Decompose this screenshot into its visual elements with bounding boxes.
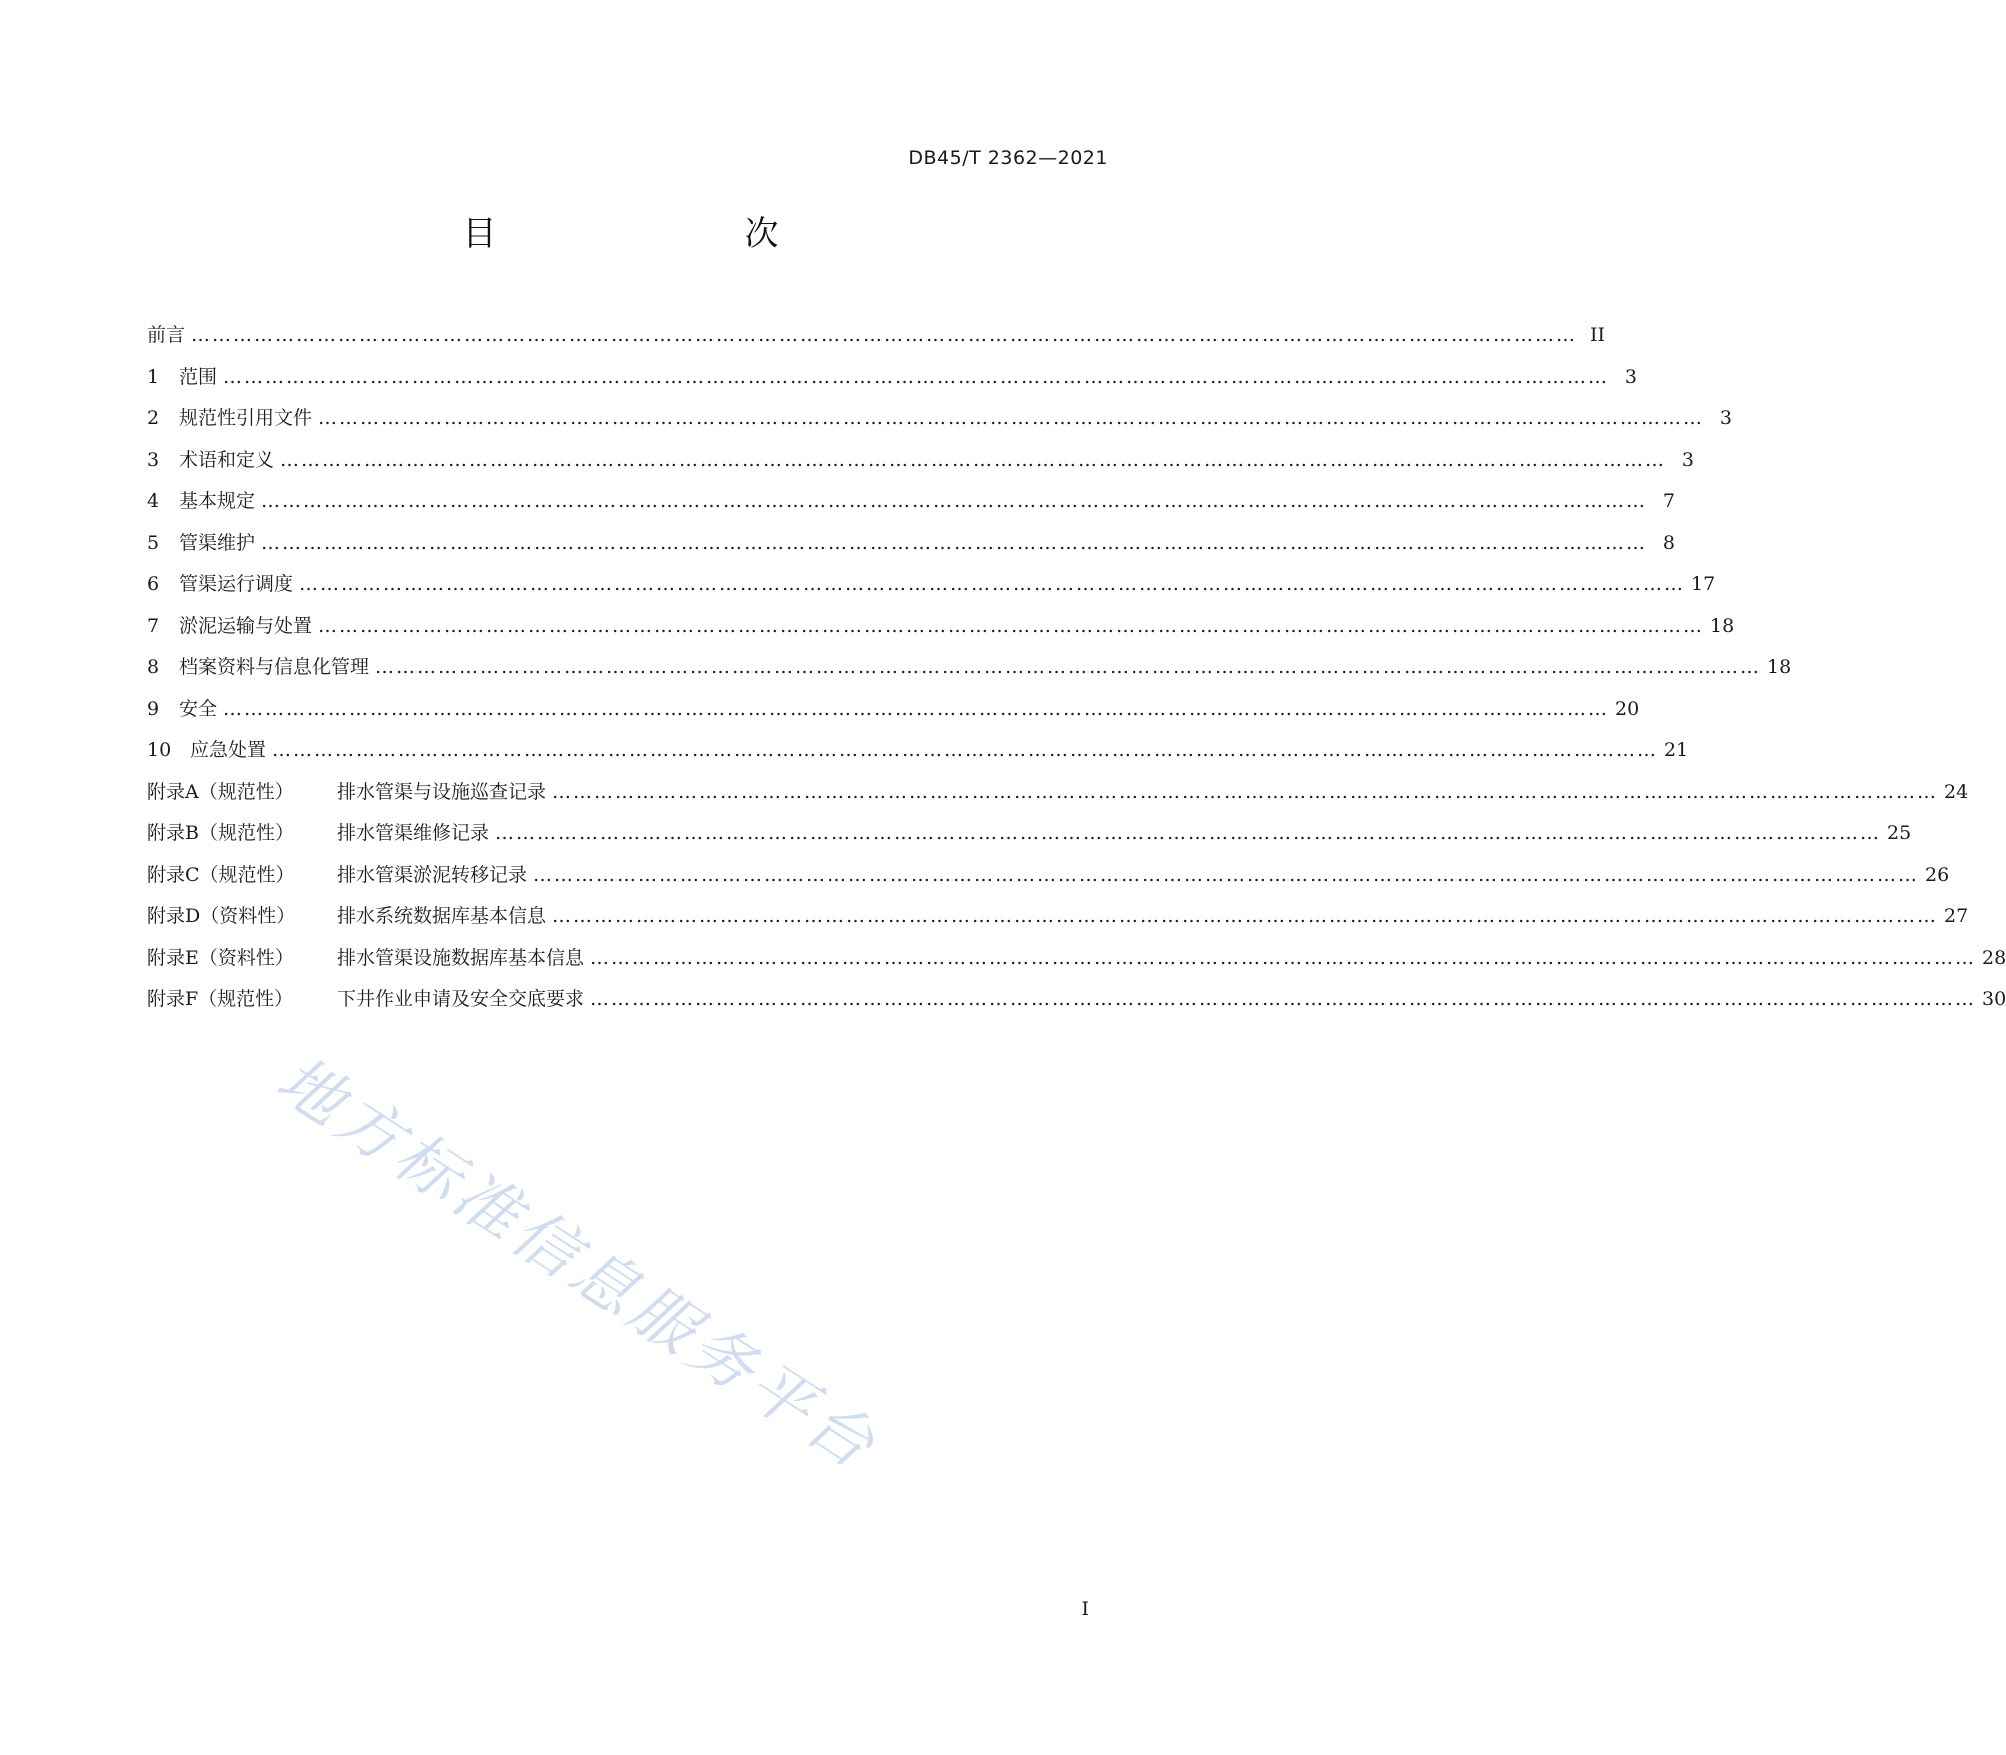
toc-entry-appendix-b[interactable] bbox=[147, 813, 1912, 855]
toc-entry-label: 档案资料与信息化管理 bbox=[179, 656, 370, 678]
toc-entry-page: 21 bbox=[1664, 739, 1689, 761]
toc-dot-leader: ……………………………………………………………………………………………………………………………………………………………………………… bbox=[223, 697, 1610, 720]
toc-entry-page: 24 bbox=[1944, 780, 1969, 803]
toc-entry-page: 20 bbox=[1615, 697, 1640, 720]
toc-entry-page: 26 bbox=[1925, 863, 1950, 886]
toc-dot-leader: ……………………………………………………………………………………………………………………………………………………………………………… bbox=[375, 656, 1762, 678]
toc-entry-label: 淤泥运输与处置 bbox=[179, 614, 313, 637]
toc-entry-label: 安全 bbox=[179, 697, 218, 720]
toc-entry-number: 10 bbox=[147, 739, 172, 761]
toc-entry-label: 排水管渠设施数据库基本信息 bbox=[337, 946, 585, 969]
toc-dot-leader: ……………………………………………………………………………………………………………………………………………………………………………… bbox=[552, 780, 1939, 803]
toc-dot-leader: ……………………………………………………………………………………………………………………………………………………………………………… bbox=[318, 614, 1705, 637]
toc-dot-leader: ……………………………………………………………………………………………………………………………………………………………………………… bbox=[552, 905, 1939, 927]
toc-entry-label: 范围 bbox=[179, 365, 218, 388]
toc-entry-3[interactable] bbox=[147, 440, 1695, 482]
watermark: 地方标准信息服务平台 bbox=[263, 1042, 891, 1486]
toc-entry-4[interactable] bbox=[147, 481, 1676, 523]
toc-entry-label: 应急处置 bbox=[190, 739, 267, 761]
toc-entry-number: 2 bbox=[147, 407, 160, 429]
toc-entry-number: 附录C（规范性） bbox=[147, 863, 295, 886]
toc-entry-label: 管渠运行调度 bbox=[179, 573, 294, 595]
toc-entry-label: 排水管渠淤泥转移记录 bbox=[337, 863, 528, 886]
page-title: 目 次 bbox=[462, 214, 839, 254]
toc-entry-number: 1 bbox=[147, 365, 160, 388]
toc-entry-9[interactable] bbox=[147, 689, 1640, 731]
toc-dot-leader: ……………………………………………………………………………………………………………………………………………………………………………… bbox=[318, 407, 1705, 429]
toc-entry-2[interactable] bbox=[147, 398, 1733, 440]
toc-entry-page: 7 bbox=[1662, 490, 1676, 512]
toc-entry-number: 6 bbox=[147, 573, 160, 595]
toc-entry-foreword[interactable] bbox=[147, 315, 1606, 357]
toc-entry-number: 7 bbox=[147, 614, 160, 637]
toc-entry-appendix-e[interactable] bbox=[147, 938, 2006, 980]
toc-entry-page: 8 bbox=[1662, 531, 1676, 554]
toc-dot-leader: ……………………………………………………………………………………………………………………………………………………………………………… bbox=[590, 988, 1977, 1010]
toc-entry-number: 5 bbox=[147, 531, 160, 554]
toc-dot-leader: ……………………………………………………………………………………………………………………………………………………………………………… bbox=[533, 863, 1920, 886]
toc-entry-7[interactable] bbox=[147, 606, 1735, 648]
toc-entry-page: 17 bbox=[1691, 573, 1716, 595]
toc-dot-leader: ……………………………………………………………………………………………………………………………………………………………………………… bbox=[191, 324, 1578, 346]
toc-entry-page: 25 bbox=[1887, 822, 1912, 844]
toc-entry-label: 前言 bbox=[147, 324, 186, 346]
toc-dot-leader: ……………………………………………………………………………………………………………………………………………………………………………… bbox=[280, 448, 1667, 471]
toc-entry-number: 附录F（规范性） bbox=[147, 988, 294, 1010]
toc-entry-label: 规范性引用文件 bbox=[179, 407, 313, 429]
toc-entry-label: 基本规定 bbox=[179, 490, 256, 512]
toc-entry-page: 28 bbox=[1982, 946, 2006, 969]
toc-entry-page: 3 bbox=[1719, 407, 1733, 429]
toc-entry-page: 3 bbox=[1681, 448, 1695, 471]
toc-entry-appendix-c[interactable] bbox=[147, 855, 1950, 897]
toc-dot-leader: ……………………………………………………………………………………………………………………………………………………………………………… bbox=[590, 946, 1977, 969]
toc-entry-number: 附录A（规范性） bbox=[147, 780, 294, 803]
toc-entry-appendix-d[interactable] bbox=[147, 896, 1969, 938]
toc-entry-5[interactable] bbox=[147, 523, 1676, 565]
toc-dot-leader: ……………………………………………………………………………………………………………………………………………………………………………… bbox=[299, 573, 1686, 595]
toc-entry-appendix-f[interactable] bbox=[147, 979, 2006, 1021]
toc-entry-label: 排水管渠与设施巡查记录 bbox=[337, 780, 547, 803]
toc-entry-6[interactable] bbox=[147, 564, 1716, 606]
toc-entry-number: 附录B（规范性） bbox=[147, 822, 294, 844]
toc-entry-page: 18 bbox=[1710, 614, 1735, 637]
toc-entry-page: 3 bbox=[1624, 365, 1638, 388]
toc-entry-10[interactable] bbox=[147, 730, 1689, 772]
toc-entry-number: 8 bbox=[147, 656, 160, 678]
page-number: I bbox=[1081, 1598, 1089, 1620]
toc-entry-page: 27 bbox=[1944, 905, 1969, 927]
toc-entry-page: 18 bbox=[1767, 656, 1792, 678]
toc-entry-8[interactable] bbox=[147, 647, 1792, 689]
document-code: DB45/T 2362—2021 bbox=[908, 147, 1108, 169]
toc-entry-label: 管渠维护 bbox=[179, 531, 256, 554]
toc-entry-label: 排水管渠维修记录 bbox=[337, 822, 490, 844]
toc-entry-label: 排水系统数据库基本信息 bbox=[337, 905, 547, 927]
toc-entry-number: 附录E（资料性） bbox=[147, 946, 294, 969]
toc-entry-label: 术语和定义 bbox=[179, 448, 275, 471]
toc-entry-page: II bbox=[1590, 324, 1606, 346]
toc-entry-label: 下井作业申请及安全交底要求 bbox=[337, 988, 585, 1010]
toc-entry-number: 9 bbox=[147, 697, 160, 720]
toc-dot-leader: ……………………………………………………………………………………………………………………………………………………………………………… bbox=[261, 490, 1648, 512]
toc-entry-number: 3 bbox=[147, 448, 160, 471]
toc-entry-1[interactable] bbox=[147, 357, 1638, 399]
toc-entry-number: 4 bbox=[147, 490, 160, 512]
toc-dot-leader: ……………………………………………………………………………………………………………………………………………………………………………… bbox=[261, 531, 1648, 554]
toc-entry-page: 30 bbox=[1982, 988, 2006, 1010]
toc-entry-appendix-a[interactable] bbox=[147, 772, 1969, 814]
toc-dot-leader: ……………………………………………………………………………………………………………………………………………………………………………… bbox=[495, 822, 1882, 844]
toc-dot-leader: ……………………………………………………………………………………………………………………………………………………………………………… bbox=[223, 365, 1610, 388]
toc-entry-number: 附录D（资料性） bbox=[147, 905, 296, 927]
toc-dot-leader: ……………………………………………………………………………………………………………………………………………………………………………… bbox=[272, 739, 1659, 761]
table-of-contents bbox=[147, 315, 2006, 1021]
